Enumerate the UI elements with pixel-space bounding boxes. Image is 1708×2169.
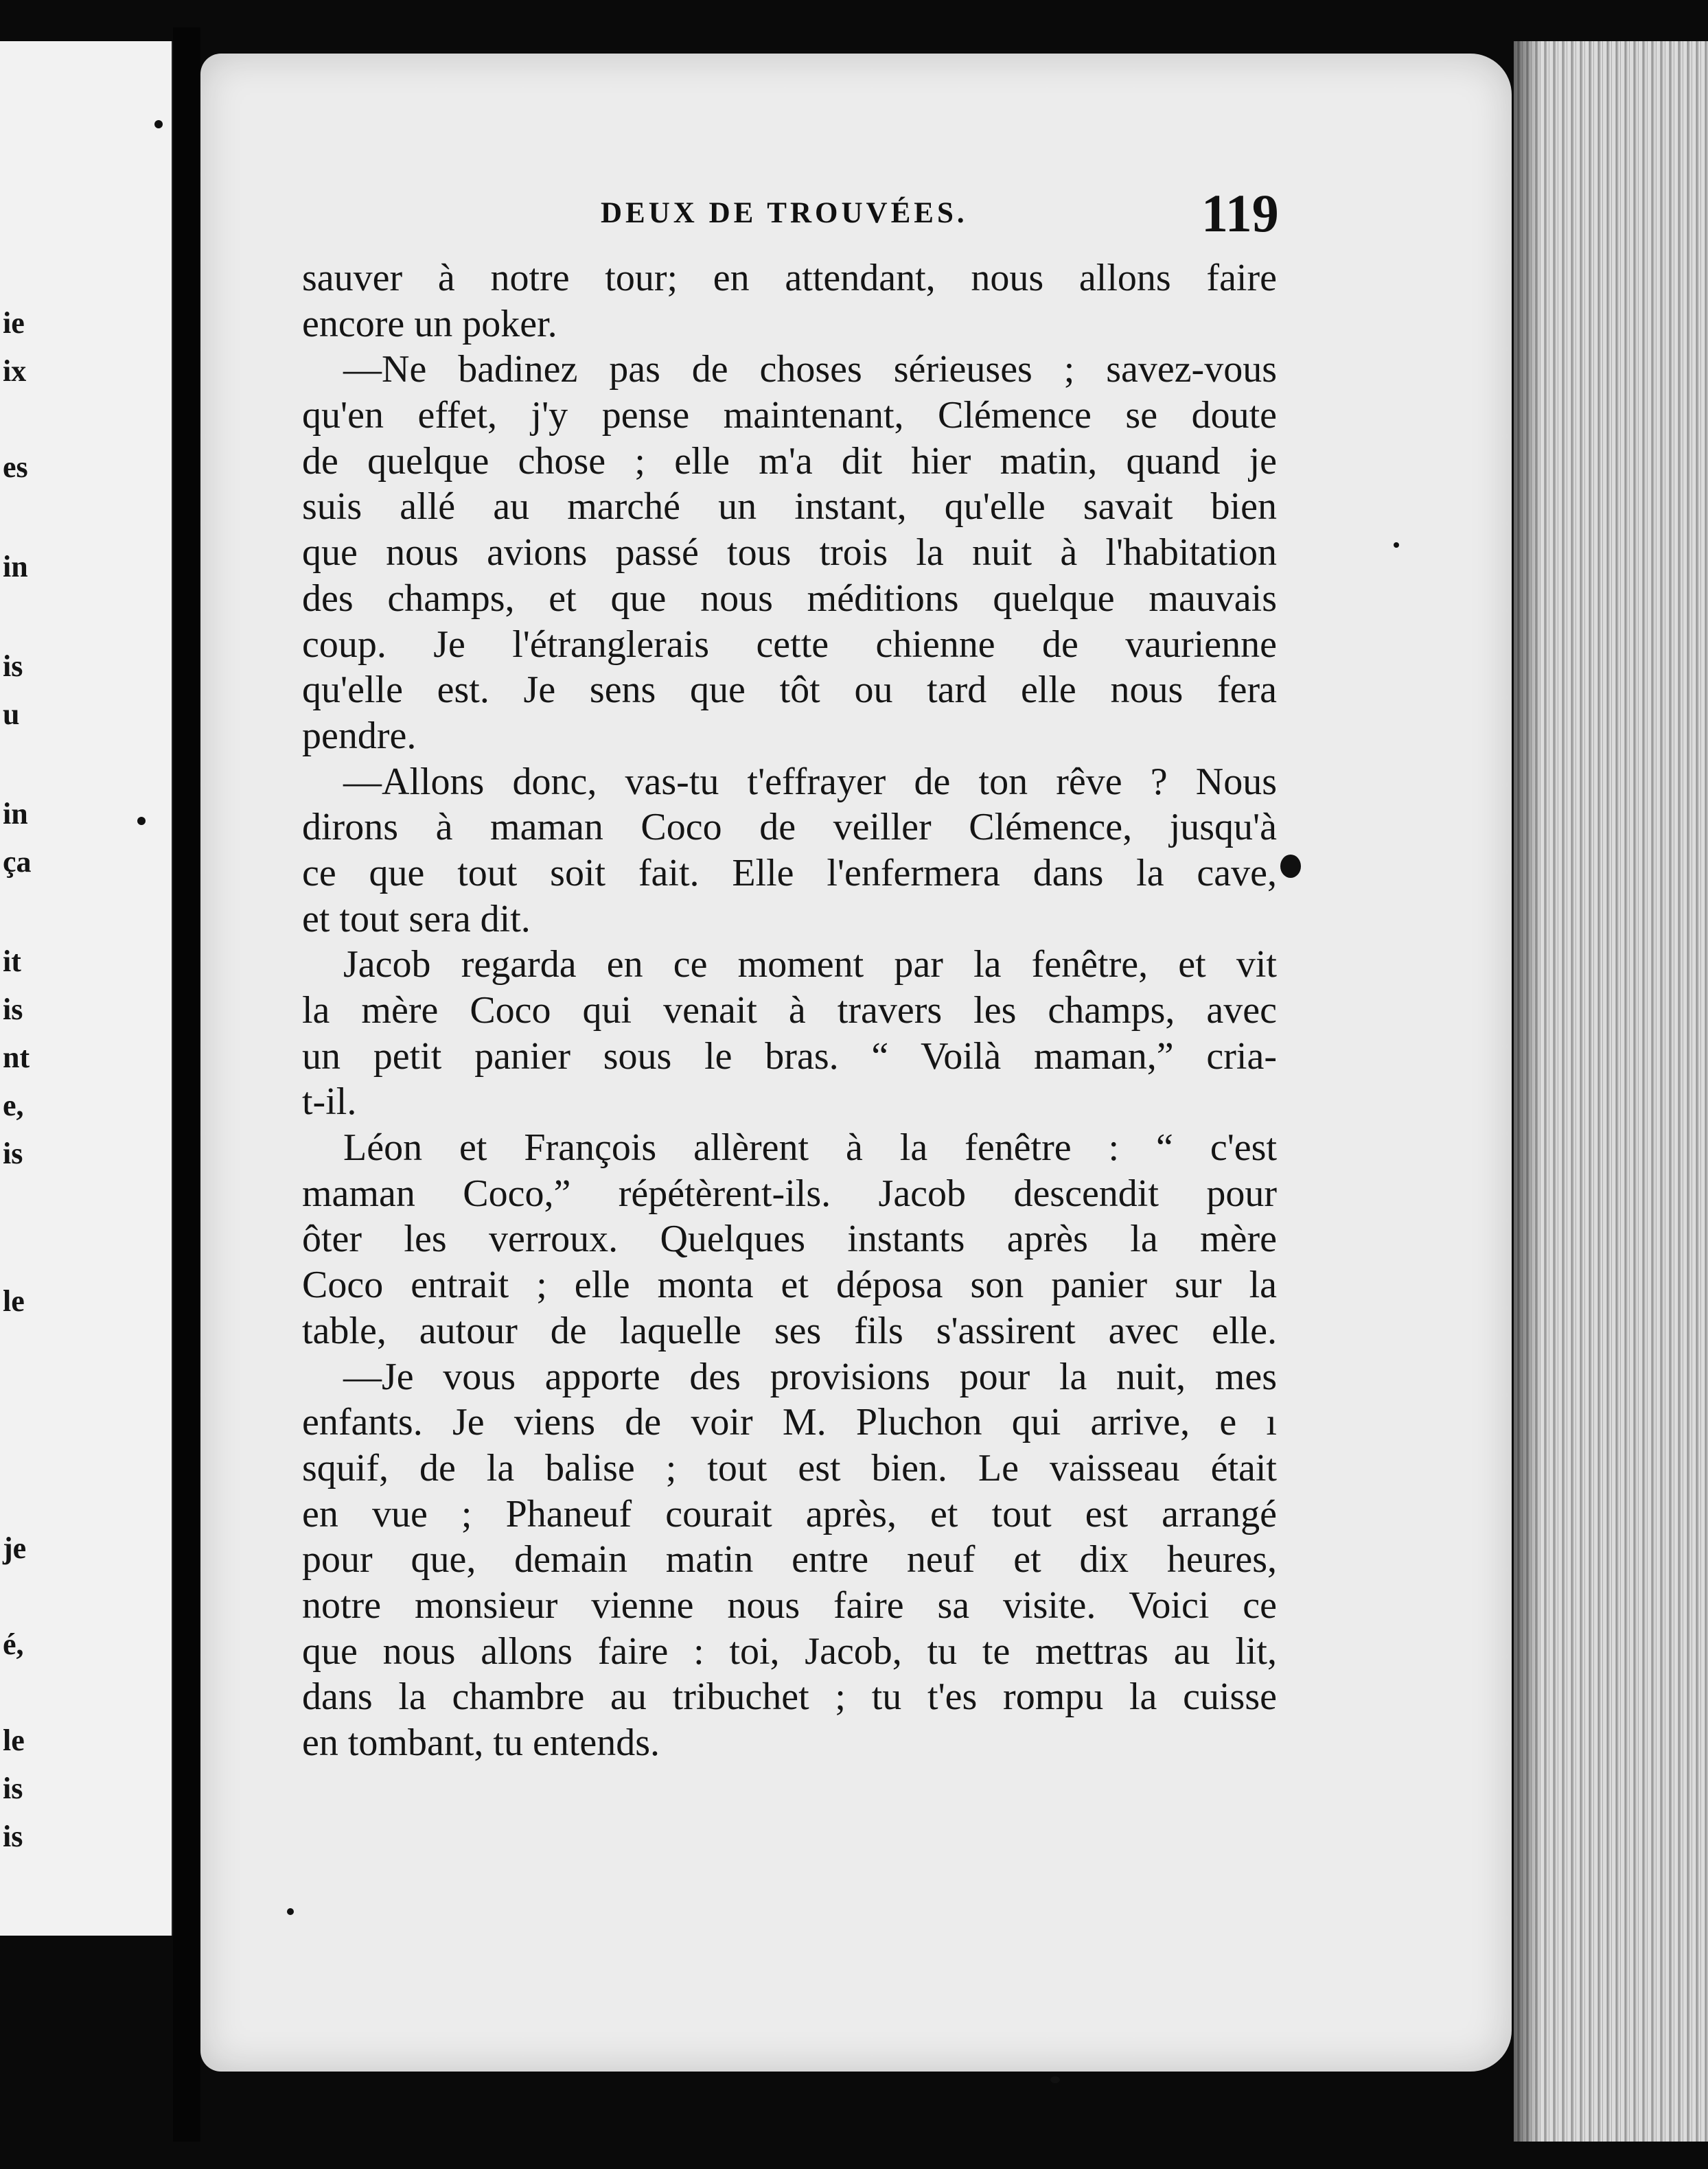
left-page-fragment: u [3,697,20,731]
text-line: et tout sera dit. [302,897,531,940]
text-line: que nous avions passé tous trois la nuit à l'habitation [302,531,1277,575]
ink-speck [1050,2076,1060,2083]
text-line: que nous allons faire : toi, Jacob, tu te mettras au lit, [302,1629,1277,1673]
text-line: la mère Coco qui venait à travers les champs, avec [302,989,1277,1032]
left-page-fragment: ça [3,845,32,879]
left-page-fragment: le [3,1284,25,1318]
book-gutter [173,27,200,2142]
text-line: —Je vous apporte des provisions pour la nuit, mes [343,1355,1277,1398]
text-line: ôter les verroux. Quelques instants après la mère [302,1218,1277,1261]
text-line: dans la chambre au tribuchet ; tu t'es rompu la cuisse [302,1675,1277,1719]
text-line: des champs, et que nous méditions quelque mauvais [302,577,1277,620]
left-page-fragment: is [3,1137,23,1170]
text-line: qu'en effet, j'y pense maintenant, Clémence se doute [302,394,1277,437]
ink-speck [137,817,146,825]
text-line: Jacob regarda en ce moment par la fenêtre, et vit [343,943,1277,986]
text-line: ce que tout soit fait. Elle l'enfermera dans la cave, [302,851,1277,894]
ink-speck [287,1908,294,1915]
text-line: en vue ; Phaneuf courait après, et tout est arrangé [302,1492,1277,1535]
text-line: sauver à notre tour; en attendant, nous allons faire [302,257,1277,299]
text-line: un petit panier sous le bras. “ Voilà maman,” cria- [302,1034,1277,1078]
text-line: qu'elle est. Je sens que tôt ou tard elle nous fera [302,669,1277,712]
text-line: notre monsieur vienne nous faire sa visite. Voici ce [302,1584,1277,1627]
left-page-fragment: is [3,1772,23,1805]
text-line: table, autour de laquelle ses fils s'assirent avec elle. [302,1309,1277,1352]
text-line: maman Coco,” répétèrent-ils. Jacob descendit pour [302,1172,1277,1215]
text-line: encore un poker. [302,302,557,345]
page-edges-shadow [1514,41,1541,2142]
text-line: en tombant, tu entends. [302,1721,660,1764]
ink-speck [1394,542,1399,548]
text-line: de quelque chose ; elle m'a dit hier matin, quand je [302,439,1277,483]
left-page-fragment: ix [3,354,27,388]
text-line: —Allons donc, vas-tu t'effrayer de ton rêve ? Nous [343,760,1277,803]
ink-speck [154,120,163,128]
ink-blot [1280,855,1301,878]
text-line: pour que, demain matin entre neuf et dix heures, [302,1538,1277,1581]
left-page-fragment: e, [3,1089,24,1122]
text-line: t-il. [302,1080,357,1124]
left-page-fragment: es [3,450,28,484]
left-page-fragment: is [3,1820,23,1853]
running-head: DEUX DE TROUVÉES. [601,197,968,229]
left-page-fragment: je [3,1531,27,1565]
left-page-fragment: it [3,944,21,978]
text-line: enfants. Je viens de voir M. Pluchon qui arrive, e ı [302,1401,1277,1444]
left-page-fragment: is [3,649,23,683]
text-line: pendre. [302,714,417,757]
left-page-fragment: is [3,993,23,1026]
left-page-fragment: in [3,797,28,831]
left-page-fragment: le [3,1724,25,1757]
page-edges [1514,41,1708,2142]
left-page-fragment: nt [3,1041,30,1074]
text-line: Léon et François allèrent à la fenêtre : “ c'est [343,1126,1277,1170]
text-line: —Ne badinez pas de choses sérieuses ; savez-vous [343,348,1277,391]
page-number: 119 [1201,183,1279,243]
left-page-fragment: é, [3,1627,24,1661]
page-header [590,183,1279,247]
body-text [302,255,1277,1766]
text-line: suis allé au marché un instant, qu'elle savait bien [302,485,1277,529]
left-page-fragment: ie [3,306,25,340]
left-page-fragment: in [3,550,28,583]
text-line: Coco entrait ; elle monta et déposa son panier sur la [302,1264,1277,1307]
facing-left-page [0,41,176,1936]
text-line: dirons à maman Coco de veiller Clémence, jusqu'à [302,806,1277,849]
text-line: squif, de la balise ; tout est bien. Le vaisseau était [302,1446,1277,1489]
text-line: coup. Je l'étranglerais cette chienne de vaurienne [302,623,1277,666]
